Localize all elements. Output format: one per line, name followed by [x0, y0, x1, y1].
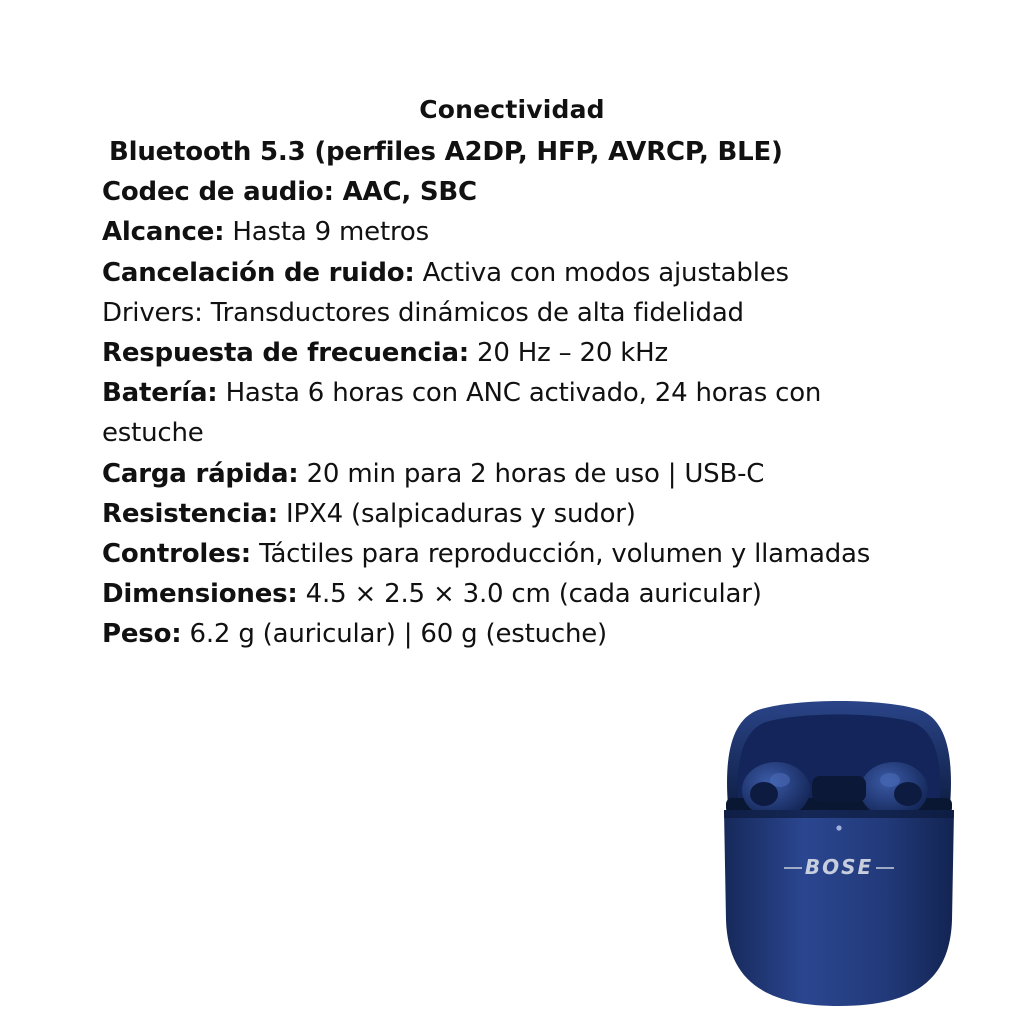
spec-value: Activa con modos ajustables: [414, 257, 789, 288]
left-earbud: [742, 762, 810, 818]
spec-range: [102, 212, 922, 252]
spec-codec: [102, 172, 922, 212]
spec-label: Dimensiones:: [102, 579, 298, 610]
spec-controls: [102, 534, 922, 574]
spec-label: Controles:: [102, 539, 251, 570]
right-earbud: [860, 762, 928, 818]
earbud-divider: [812, 776, 866, 802]
spec-value: Hasta 6 horas con ANC activado, 24 horas con estuche: [102, 378, 822, 449]
spec-label: Peso:: [102, 619, 182, 650]
spec-label: Respuesta de frecuencia:: [102, 338, 469, 369]
status-led: [836, 825, 841, 830]
spec-list: [102, 132, 922, 655]
bluetooth-spec: Bluetooth 5.3 (perfiles A2DP, HFP, AVRCP, BLE): [109, 137, 783, 167]
spec-value: Drivers: Transductores dinámicos de alta fidelidad: [102, 297, 744, 328]
spec-label: Resistencia:: [102, 498, 278, 529]
spec-label: Carga rápida:: [102, 458, 299, 489]
spec-weight: [102, 614, 922, 654]
earbuds-case-image: [714, 694, 964, 1012]
spec-resistance: [102, 494, 922, 534]
spec-value: IPX4 (salpicaduras y sudor): [277, 498, 636, 529]
spec-fast-charge: [102, 454, 922, 494]
spec-frequency-response: [102, 333, 922, 373]
spec-label: Cancelación de ruido:: [102, 257, 415, 288]
spec-value: 6.2 g (auricular) | 60 g (estuche): [181, 619, 607, 650]
spec-label: Alcance:: [102, 217, 225, 248]
spec-value: Hasta 9 metros: [224, 217, 429, 248]
spec-label: Codec de audio: AAC, SBC: [102, 177, 477, 208]
case-body: [724, 810, 954, 1006]
spec-value: 20 Hz – 20 kHz: [468, 338, 668, 369]
spec-dimensions: [102, 574, 922, 614]
spec-label: Batería:: [102, 378, 218, 409]
spec-value: 4.5 × 2.5 × 3.0 cm (cada auricular): [297, 579, 762, 610]
spec-value: Táctiles para reproducción, volumen y llamadas: [251, 539, 871, 570]
spec-battery: [102, 373, 922, 453]
spec-noise-cancelling: [102, 253, 922, 293]
spec-value: 20 min para 2 horas de uso | USB-C: [298, 458, 765, 489]
spec-drivers: [102, 293, 922, 333]
section-title: Conectividad: [419, 95, 605, 124]
bose-logo: BOSE: [804, 855, 874, 879]
